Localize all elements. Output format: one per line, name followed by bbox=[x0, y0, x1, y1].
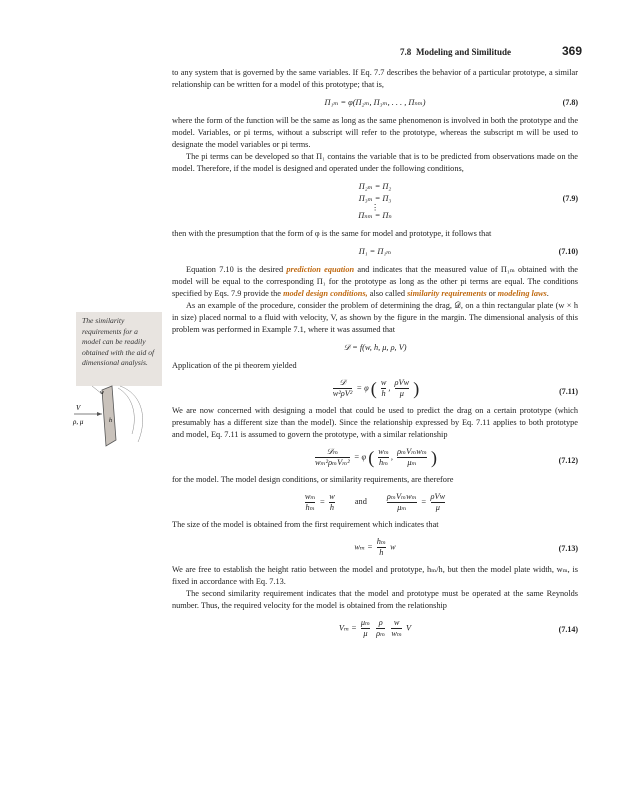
equation-7-9-line-3: Πₙₘ = Πₙ bbox=[358, 211, 392, 220]
equation-number: (7.13) bbox=[558, 544, 578, 553]
equation-7-10 bbox=[172, 246, 578, 258]
flow-arrowhead bbox=[97, 412, 102, 416]
equation-7-9 bbox=[172, 181, 578, 222]
term-model-design-conditions: model design conditions, bbox=[283, 289, 368, 298]
paragraph-4: then with the presumption that the form of φ is the same for model and prototype, it follows that bbox=[172, 229, 492, 238]
paragraph-6: As an example of the procedure, consider the problem of determining the drag, 𝒟, on a thin rectangular plate (w × h in size) placed normal to a fluid with velocity, V, as shown by the figure in the margin. The dimensional analysis of this problem was performed in Example 7.1, where it was assumed that bbox=[172, 301, 578, 334]
equation-number: (7.9) bbox=[562, 194, 578, 203]
plate-diagram bbox=[72, 384, 164, 454]
paragraph-8: We are now concerned with designing a model that could be used to predict the drag on a certain prototype (which presumably has a different size than the model). Since the relationship expressed by Eq. 7.11 applies to both prototype and model, Eq. 7.11 is assumed to govern the prototype, with a similar relationship bbox=[172, 406, 578, 439]
term-prediction-equation: prediction equation bbox=[286, 265, 355, 274]
equation-7-8 bbox=[172, 97, 578, 109]
margin-note: The similarity requirements for a model can be readily obtained with the aid of dimensional analysis. bbox=[76, 312, 162, 386]
plate-figure bbox=[72, 384, 164, 454]
section-title: Modeling and Similitude bbox=[416, 47, 512, 57]
equation-7-9-line-1: Π₂ₘ = Π₂ bbox=[358, 182, 392, 191]
rho-mu-label: ρ, μ bbox=[73, 418, 84, 426]
paragraph-7: Application of the pi theorem yielded bbox=[172, 361, 297, 370]
equation-7-12: $\frac{\text{𝒟ₘ}}{\text{wₘ²ρₘVₘ²}}$ = φ ( $\frac{\text{wₘ}}{\text{hₘ}}$ , $\frac{\text{ρₘVₘwₘ}}{\text{μₘ}}$ ) (7.12) bbox=[314, 447, 578, 468]
equation-7-8-body: Π₁ₘ = φ(Π₂ₘ, Π₃ₘ, . . . , Πₙₘ) bbox=[324, 98, 426, 107]
equation-similarity: $\frac{\text{wₘ}}{\text{hₘ}}$ = $\frac{w}{h}$ and $\frac{\text{ρₘVₘwₘ}}{\text{μₘ}}$ = $\frac{\text{ρVw}}{\mu}$ bbox=[304, 492, 446, 512]
height-label: h bbox=[109, 418, 112, 424]
section-number: 7.8 bbox=[400, 47, 412, 57]
page-number: 369 bbox=[561, 44, 582, 58]
equation-drag bbox=[172, 342, 578, 354]
equation-number: (7.11) bbox=[559, 387, 578, 396]
equation-7-13: wₘ = $\frac{\text{hₘ}}{h}$ w (7.13) bbox=[354, 537, 578, 557]
paragraph-5: Equation 7.10 is the desired prediction equation and indicates that the measured value of Π₁ₘ obtained with the model will be equal to the corresponding Π₁ for the prototype as long as the other pi terms are equal. The conditions specified by Eqs. 7.9 provide the model design conditions, also called similarity requirements or modeling laws. bbox=[172, 265, 578, 298]
equation-7-11: $\frac{\text{𝒟}}{\text{w²ρV²}}$ = φ ( $\frac{w}{h}$ , $\frac{\text{ρVw}}{\mu}$ ) (7.11) bbox=[332, 378, 578, 399]
main-text-column bbox=[172, 67, 578, 645]
equation-7-10-body: Π₁ = Π₁ₘ bbox=[358, 247, 392, 256]
vertical-ellipsis: ⋮ bbox=[370, 203, 380, 212]
width-label: w bbox=[100, 390, 105, 396]
paragraph-9: for the model. The model design conditions, or similarity requirements, are therefore bbox=[172, 475, 454, 484]
equation-7-14: Vₘ = $\frac{\text{μₘ}}{\mu}$ $\frac{\rho}{\text{ρₘ}}$ $\frac{w}{\text{wₘ}}$ V (7.14) bbox=[338, 618, 578, 638]
equation-number: (7.8) bbox=[562, 98, 578, 107]
paragraph-12: The second similarity requirement indicates that the model and prototype must be operated at the same Reynolds number. Thus, the required velocity for the model is obtained from the relationship bbox=[172, 589, 578, 610]
streamline-1 bbox=[118, 388, 134, 434]
paragraph-2: where the form of the function will be the same as long as the same phenomenon is involved in both the prototype and the model. Variables, or pi terms, without a subscript will refer to the prototype, whereas the subscript m will be used to designate the model variables or pi terms. bbox=[172, 116, 578, 149]
paragraph-11: We are free to establish the height ratio between the model and prototype, hₘ/h, but then the model plate width, wₘ, is fixed in accordance with Eq. 7.13. bbox=[172, 565, 578, 586]
paragraph-10: The size of the model is obtained from the first requirement which indicates that bbox=[172, 520, 439, 529]
streamline-2 bbox=[120, 386, 143, 442]
paragraph-3: The pi terms can be developed so that Π₁ contains the variable that is to be predicted from observations made on the model. Therefore, if the model is designed and operated under the following conditions, bbox=[172, 152, 578, 173]
term-similarity-requirements: similarity requirements bbox=[407, 289, 487, 298]
page-header bbox=[400, 44, 582, 60]
paragraph-1: to any system that is governed by the same variables. If Eq. 7.7 describes the behavior of a particular prototype, a similar relationship can be written for a model of this prototype; that is, bbox=[172, 68, 578, 89]
velocity-label: V bbox=[76, 404, 81, 412]
plate-shape bbox=[102, 386, 116, 446]
equation-drag-body: 𝒟 = f(w, h, μ, ρ, V) bbox=[343, 343, 407, 352]
term-modeling-laws: modeling laws bbox=[497, 289, 547, 298]
equation-number: (7.10) bbox=[558, 247, 578, 256]
equation-number: (7.14) bbox=[558, 625, 578, 634]
equation-7-9-line-2: Π₃ₘ = Π₃ bbox=[358, 194, 392, 203]
equation-number: (7.12) bbox=[558, 456, 578, 465]
